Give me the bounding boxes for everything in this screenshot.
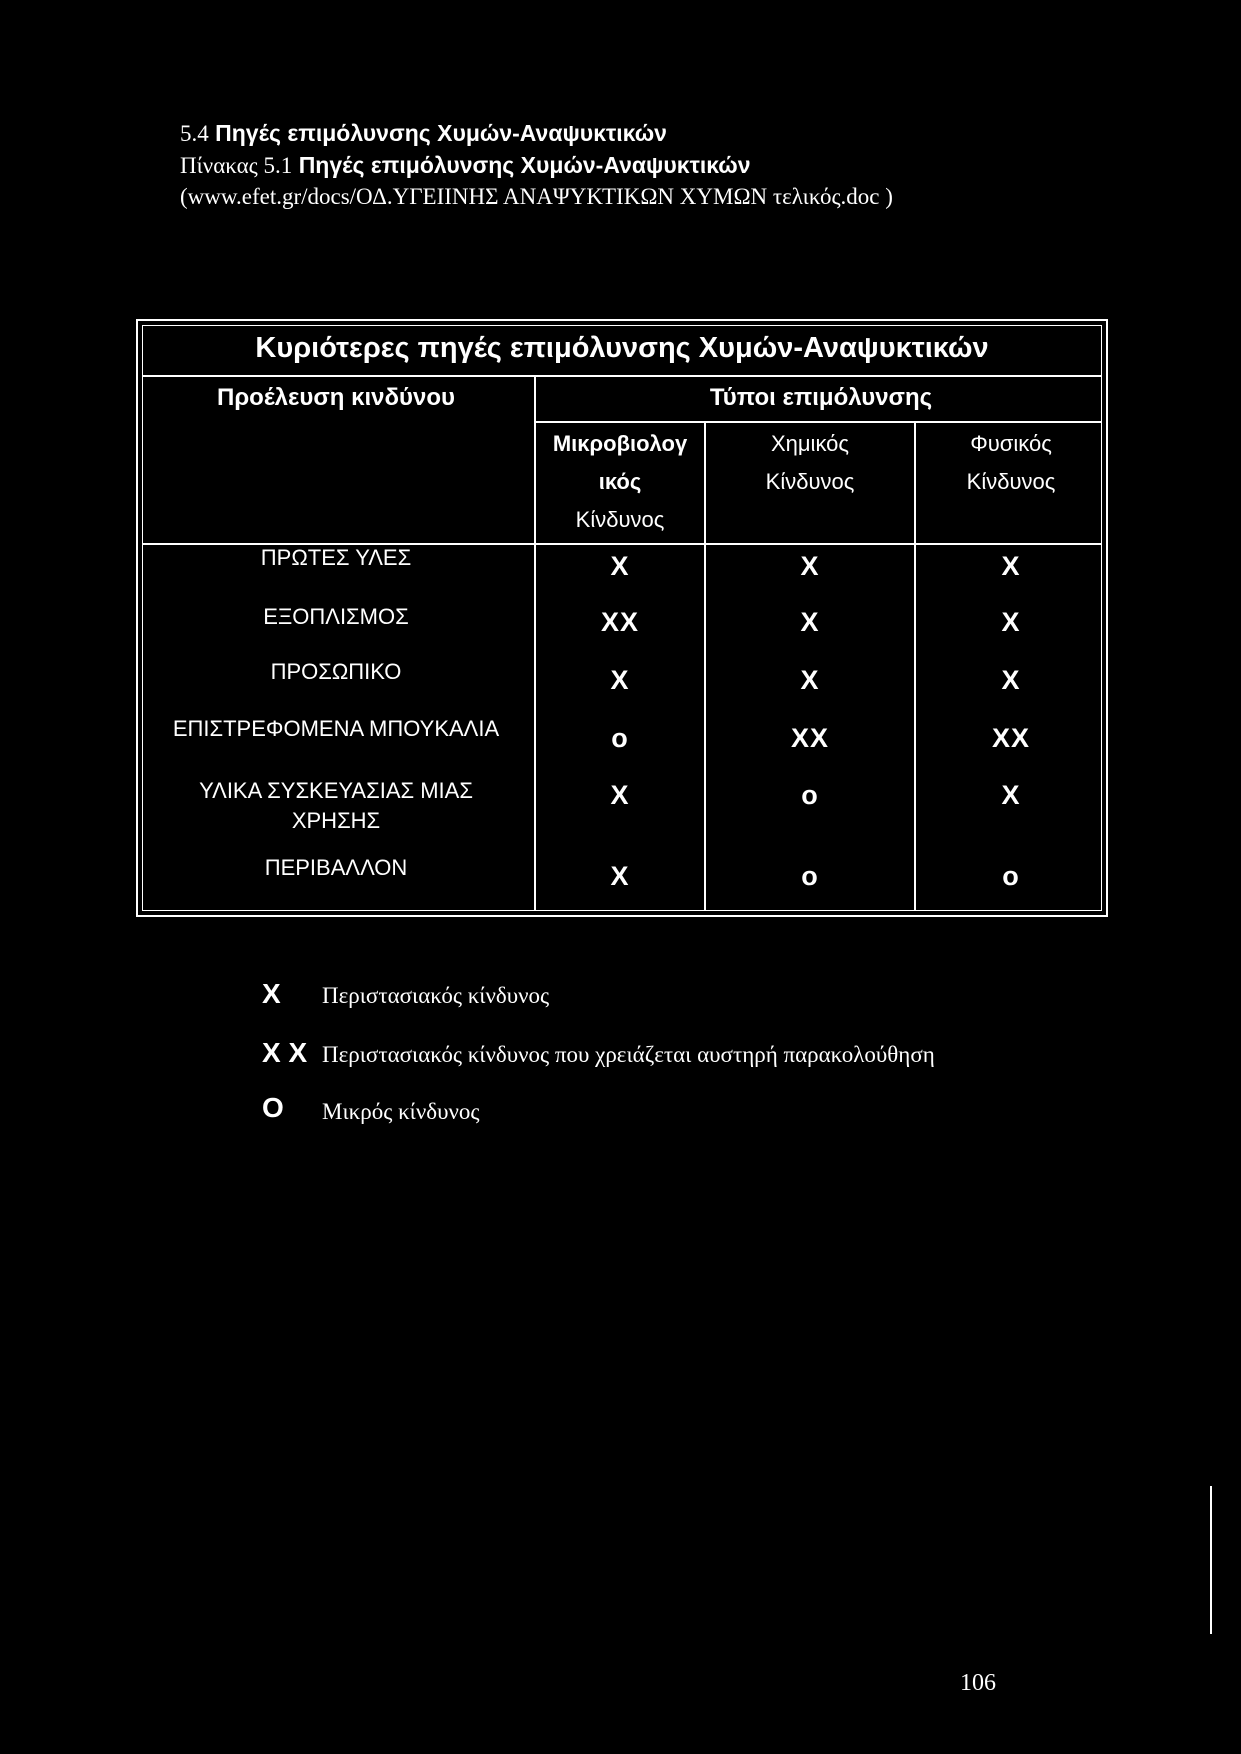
legend-text: Περιστασιακός κίνδυνος που χρειάζεται αυστηρή παρακολούθηση bbox=[322, 1042, 935, 1067]
table-title: Κυριότερες πηγές επιμόλυνσης Χυμών-Αναψυκτικών bbox=[255, 332, 989, 364]
row-label: ΕΠΙΣΤΡΕΦΟΜΕΝΑ ΜΠΟΥΚΑΛΙΑ bbox=[172, 716, 500, 741]
row-label: ΠΡΟΣΩΠΙΚΟ bbox=[270, 659, 402, 684]
chem-value: X bbox=[800, 607, 820, 637]
phys-value: XX bbox=[991, 723, 1031, 753]
legend-key: X bbox=[262, 978, 281, 1009]
row-label: ΥΛΙΚΑ ΣΥΣΚΕΥΑΣΙΑΣ ΜΙΑΣ ΧΡΗΣΗΣ bbox=[199, 778, 473, 833]
micro-value: X bbox=[610, 780, 630, 810]
row-label: ΠΡΩΤΕΣ ΥΛΕΣ bbox=[260, 545, 412, 570]
phys-value: X bbox=[1001, 665, 1021, 695]
row-label: ΠΕΡΙΒΑΛΛΟΝ bbox=[264, 855, 408, 880]
row-label: ΕΞΟΠΛΙΣΜΟΣ bbox=[263, 604, 409, 629]
micro-value: X bbox=[610, 665, 630, 695]
page-number: 106 bbox=[960, 1670, 996, 1696]
section-number: 5.4 bbox=[180, 121, 209, 146]
micro-value: X bbox=[610, 861, 630, 891]
micro-value: o bbox=[611, 723, 629, 753]
phys-value: X bbox=[1001, 551, 1021, 581]
table-caption bbox=[180, 152, 751, 179]
column-chem: Χημικός Κίνδυνος bbox=[765, 431, 855, 494]
caption-title: Πηγές επιμόλυνσης Χυμών-Αναψυκτικών bbox=[298, 152, 751, 178]
legend-key: O bbox=[262, 1092, 284, 1123]
source-reference: (www.efet.gr/docs/ΟΔ.ΥΓΕΙΙΝΗΣ ΑΝΑΨΥΚΤΙΚΩΝ ΧΥΜΩΝ τελικός.doc ) bbox=[180, 184, 893, 209]
chem-value: X bbox=[800, 665, 820, 695]
legend-key: X X bbox=[262, 1037, 308, 1068]
column-phys: Φυσικός Κίνδυνος bbox=[966, 431, 1056, 494]
chem-value: o bbox=[801, 780, 819, 810]
types-header: Τύποι επιμόλυνσης bbox=[709, 384, 933, 411]
column-micro: Μικροβιολογ ικός Κίνδυνος bbox=[552, 431, 688, 532]
chem-value: X bbox=[800, 551, 820, 581]
phys-value: X bbox=[1001, 607, 1021, 637]
micro-value: XX bbox=[600, 607, 640, 637]
caption-label: Πίνακας 5.1 bbox=[180, 153, 293, 178]
title-divider bbox=[142, 375, 1102, 377]
section-title: Πηγές επιμόλυνσης Χυμών-Αναψυκτικών bbox=[215, 120, 667, 146]
legend-text: Περιστασιακός κίνδυνος bbox=[322, 983, 550, 1008]
section-heading bbox=[180, 120, 667, 147]
contamination-table bbox=[136, 319, 1108, 917]
chem-value: XX bbox=[790, 723, 830, 753]
legend-text: Μικρός κίνδυνος bbox=[322, 1099, 480, 1124]
margin-line bbox=[1210, 1486, 1212, 1634]
origin-header: Προέλευση κινδύνου bbox=[216, 384, 456, 411]
chem-value: o bbox=[801, 861, 819, 891]
micro-value: X bbox=[610, 551, 630, 581]
types-divider bbox=[534, 421, 1102, 423]
phys-value: o bbox=[1002, 861, 1020, 891]
phys-value: X bbox=[1001, 780, 1021, 810]
